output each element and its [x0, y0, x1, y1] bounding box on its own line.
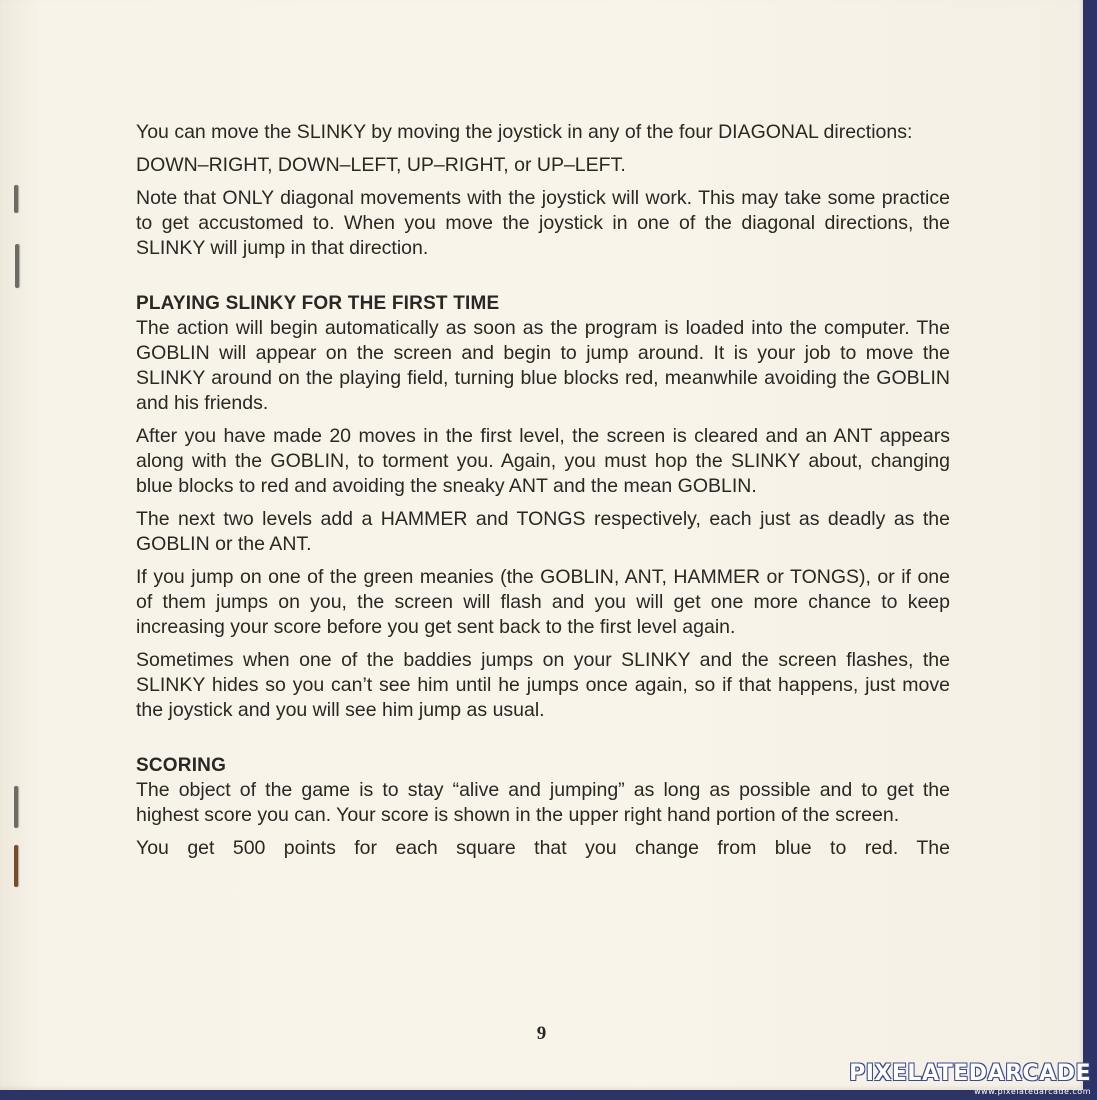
note-paragraph: Note that ONLY diagonal movements with the joystick will work. This may take some practice to get accustomed to. When you move the joystick in one of the diagonal directions, the SLINKY will jump in that direction.	[136, 187, 950, 259]
watermark	[849, 1061, 1091, 1097]
playing-paragraph-3: The next two levels add a HAMMER and TONGS respectively, each just as deadly as the GOBLIN or the ANT.	[136, 508, 950, 555]
scoring-paragraph-1: The object of the game is to stay “alive and jumping” as long as possible and to get the highest score you can. Your score is shown in the upper right hand portion of the screen.	[136, 779, 950, 826]
staple-top-1	[14, 185, 18, 213]
staple-top-2	[15, 244, 19, 288]
scoring-paragraph-2: You get 500 points for each square that you change from blue to red. The	[136, 837, 950, 859]
playing-paragraph-1: The action will begin automatically as soon as the program is loaded into the computer. The GOBLIN will appear on the screen and begin to jump around. It is your job to move the SLINKY around on the playing field, turning blue blocks red, meanwhile avoiding the GOBLIN and his friends.	[136, 317, 950, 414]
page-content	[136, 120, 950, 869]
watermark-title: PIXELATEDARCADE	[849, 1061, 1091, 1086]
heading-playing: PLAYING SLINKY FOR THE FIRST TIME	[136, 293, 500, 314]
playing-paragraph-5: Sometimes when one of the baddies jumps on your SLINKY and the screen flashes, the SLINKY hides so you can’t see him until he jumps once again, so if that happens, just move the joystick and you will see him jump as usual.	[136, 649, 950, 721]
intro-paragraph: You can move the SLINKY by moving the joystick in any of the four DIAGONAL directions:	[136, 121, 913, 143]
directions-list: DOWN–RIGHT, DOWN–LEFT, UP–RIGHT, or UP–LEFT.	[136, 154, 626, 176]
page-number: 9	[536, 1023, 547, 1044]
playing-paragraph-4: If you jump on one of the green meanies (the GOBLIN, ANT, HAMMER or TONGS), or if one of them jumps on you, the screen will flash and you will get one more chance to keep increasing your score before you get sent back to the first level again.	[136, 566, 950, 638]
heading-scoring: SCORING	[136, 755, 227, 776]
staple-bottom-1	[14, 786, 18, 828]
watermark-url: www.pixelatedarcade.com	[974, 1087, 1091, 1096]
staple-bottom-2	[14, 845, 18, 887]
playing-paragraph-2: After you have made 20 moves in the first level, the screen is cleared and an ANT appears along with the GOBLIN, to torment you. Again, you must hop the SLINKY about, changing blue blocks to red and avoiding the sneaky ANT and the mean GOBLIN.	[136, 425, 950, 497]
